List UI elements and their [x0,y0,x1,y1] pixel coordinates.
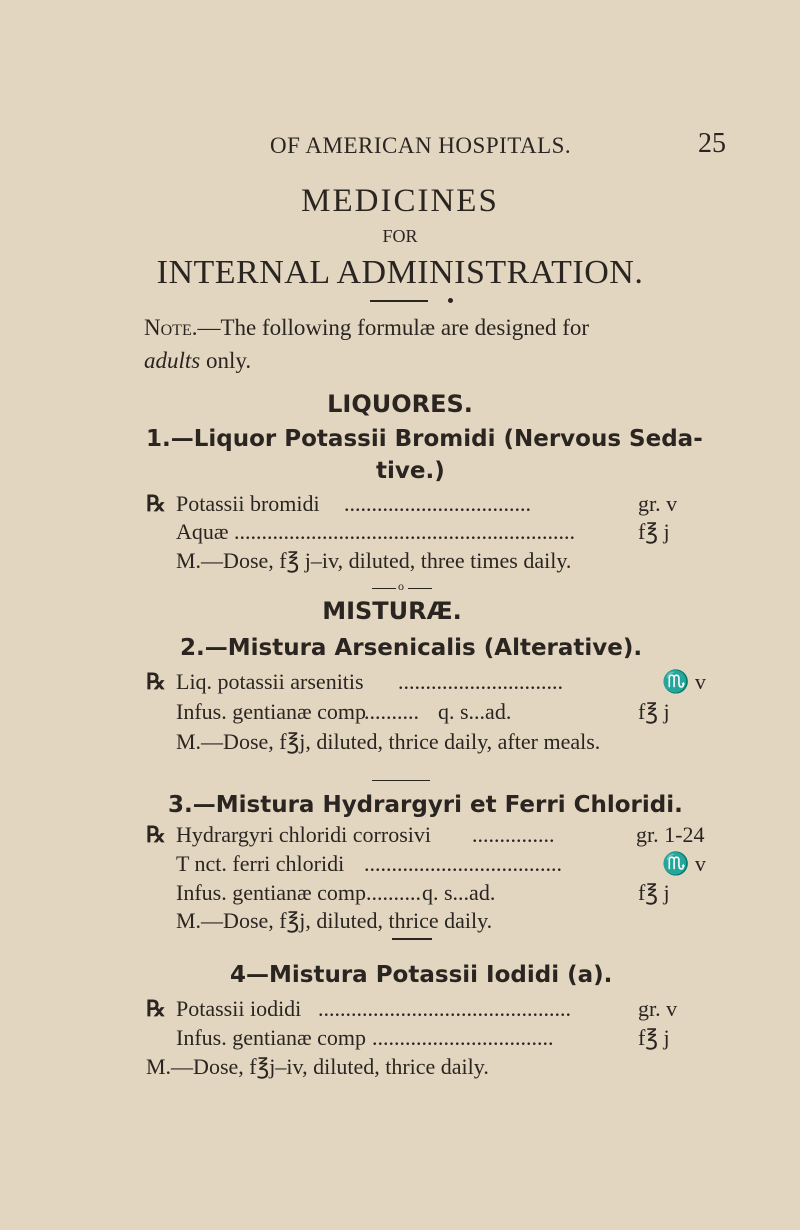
ingredient-qty: ♏ v [662,851,706,876]
ingredient-qty: f℥ j [638,519,670,544]
formula-4-title: 4—Mistura Potassii Iodidi (a). [230,962,613,988]
rx-symbol: ℞ [146,669,166,694]
rx-symbol: ℞ [146,822,166,847]
page-number: 25 [698,128,726,159]
divider-rule [370,300,428,302]
divider-dot [448,298,453,303]
dot-leader: .............................................................. [234,519,575,544]
dot-leader: .................................. [344,491,531,516]
ingredient-qty: gr. v [638,491,678,516]
ingredient-qty: gr. 1-24 [636,822,705,847]
ingredient-name: Infus. gentianæ comp [176,1025,367,1050]
formula-2-directions: M.—Dose, f℥j, diluted, thrice daily, after meals. [176,729,601,754]
separator-o: o [398,579,404,593]
ingredient-qty: f℥ j [638,880,670,905]
formula-4-directions: M.—Dose, f℥j–iv, diluted, thrice daily. [146,1054,489,1079]
separator-rule-left [372,588,396,589]
ingredient-name: Hydrargyri chloridi corrosivi [176,822,431,847]
divider-rule [392,938,432,940]
ingredient-qs: q. s...ad. [438,699,512,724]
ingredient-qty: ♏ v [662,669,706,694]
ingredient-name: Potassii bromidi [176,491,320,516]
running-head: OF AMERICAN HOSPITALS. [270,133,572,158]
note-tail: only. [200,348,252,373]
dot-leader: .......... [364,699,419,724]
note-adults: adults [144,348,201,373]
rx-symbol: ℞ [146,996,166,1021]
ingredient-name: Infus. gentianæ comp [176,699,367,724]
title-internal-administration: INTERNAL ADMINISTRATION. [156,254,644,291]
dot-leader: .................................... [364,851,562,876]
ingredient-name: T nct. ferri chloridi [176,851,345,876]
formula-1-title-cont: tive.) [376,458,445,484]
divider-rule [372,780,430,781]
dot-leader: ................................. [372,1025,554,1050]
ingredient-name: Liq. potassii arsenitis [176,669,364,694]
formula-3-title: 3.—Mistura Hydrargyri et Ferri Chloridi. [168,792,683,818]
formula-3-directions: M.—Dose, f℥j, diluted, thrice daily. [176,908,493,933]
ingredient-qs: q. s...ad. [422,880,496,905]
note-paragraph [144,311,734,377]
ingredient-name: Potassii iodidi [176,996,302,1021]
section-heading-misturae: MISTURÆ. [322,597,462,625]
formula-2-title: 2.—Mistura Arsenicalis (Alterative). [180,635,643,661]
separator-rule-right [408,588,432,589]
ingredient-qty: f℥ j [638,699,670,724]
title-medicines: MEDICINES [301,183,499,219]
title-for: FOR [382,226,418,246]
dot-leader: .............................. [398,669,563,694]
rx-symbol: ℞ [146,491,166,516]
ingredient-name: Infus. gentianæ comp [176,880,367,905]
section-heading-liquores: LIQUORES. [327,390,473,418]
ingredient-qty: gr. v [638,996,678,1021]
ingredient-name: Aquæ [176,519,229,544]
formula-1-directions: M.—Dose, f℥ j–iv, diluted, three times daily. [176,548,572,573]
ingredient-qty: f℥ j [638,1025,670,1050]
note-label: Note [144,315,192,340]
dot-leader: ............... [472,822,555,847]
dot-leader: .............................................. [318,996,571,1021]
note-text: .—The following formulæ are designed for [191,315,590,340]
dot-leader: .......... [366,880,421,905]
formula-1-title: 1.—Liquor Potassii Bromidi (Nervous Seda- [146,426,703,452]
